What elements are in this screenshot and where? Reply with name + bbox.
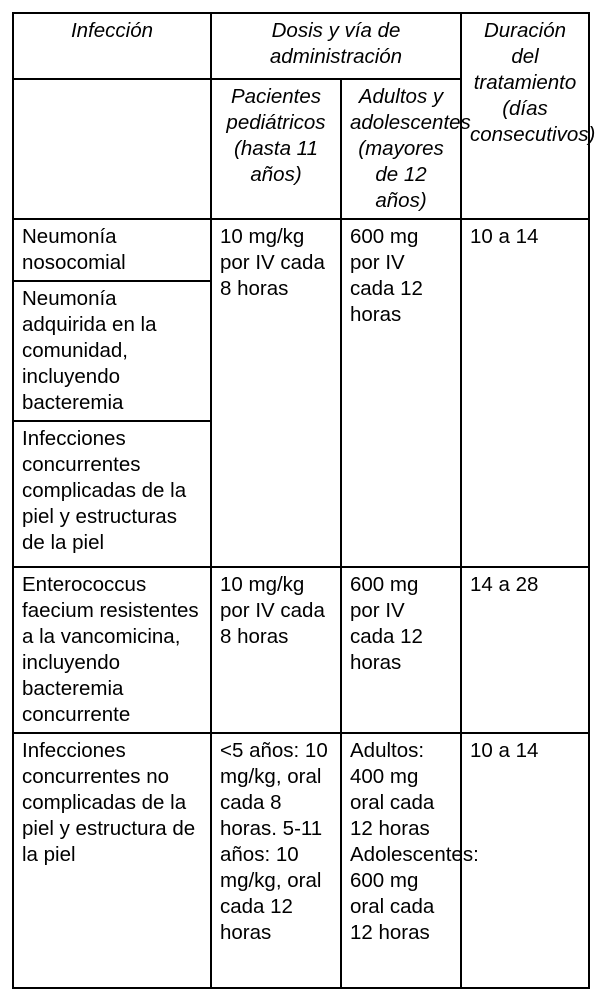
table-row [13,219,589,281]
cell-pediatric-dose: 10 mg/kg por IV cada 8 horas [211,219,341,567]
cell-duration: 10 a 14 [461,733,589,988]
cell-infection: Neumonía adquirida en la comunidad, incluyendo bacteremia [13,281,211,421]
header-pediatric: Pacientes pediátricos (hasta 11 años) [211,79,341,219]
header-infection: Infección [13,13,211,79]
cell-duration: 14 a 28 [461,567,589,733]
table-row [13,567,589,733]
cell-pediatric-dose: 10 mg/kg por IV cada 8 horas [211,567,341,733]
header-infection-blank [13,79,211,219]
cell-pediatric-dose: <5 años: 10 mg/kg, oral cada 8 horas. 5-11 años: 10 mg/kg, oral cada 12 horas [211,733,341,988]
cell-infection: Enterococcus faecium resistentes a la vancomicina, incluyendo bacteremia concurrente [13,567,211,733]
dosing-table [12,12,596,989]
header-adults: Adultos y adolescentes (mayores de 12 años) [341,79,461,219]
header-dose-route: Dosis y vía de administración [211,13,461,79]
cell-infection: Infecciones concurrentes complicadas de la piel y estructuras de la piel [13,421,211,567]
header-duration: Duración del tratamiento (días consecutivos) [461,13,589,219]
cell-infection: Infecciones concurrentes no complicadas de la piel y estructura de la piel [13,733,211,988]
cell-adult-dose: 600 mg por IV cada 12 horas [341,567,461,733]
cell-adult-dose: Adultos: 400 mg oral cada 12 horas Adolescentes: 600 mg oral cada 12 horas [341,733,461,988]
cell-adult-dose: 600 mg por IV cada 12 horas [341,219,461,567]
cell-duration: 10 a 14 [461,219,589,567]
table-row [13,733,589,988]
cell-infection: Neumonía nosocomial [13,219,211,281]
